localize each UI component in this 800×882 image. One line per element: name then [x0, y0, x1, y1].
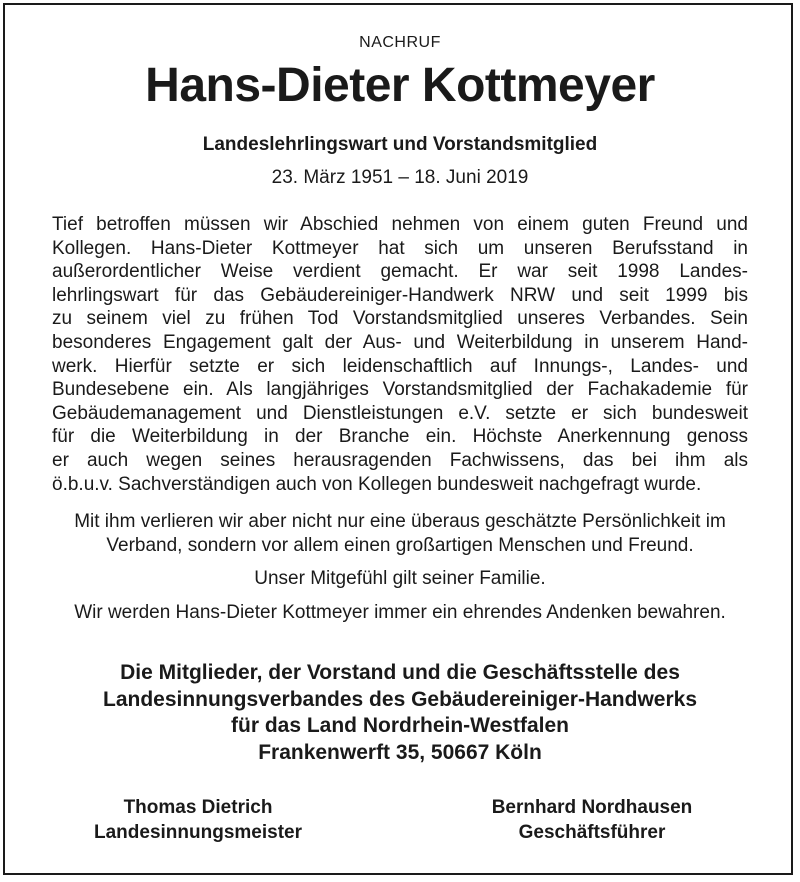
- body-line: Bundesebene ein. Als langjähriges Vorstandsmitglied der Fachakademie für: [52, 379, 748, 401]
- deceased-role: Landeslehrlingswart und Vorstandsmitglied: [202, 134, 598, 155]
- org-line-2: Landesinnungsverbandes des Gebäudereiniger-Handwerks: [103, 687, 697, 711]
- notice-label: NACHRUF: [359, 34, 441, 51]
- deceased-name: Hans-Dieter Kottmeyer: [145, 59, 655, 112]
- condolence-paragraph: Unser Mitgefühl gilt seiner Familie.: [254, 568, 546, 589]
- org-line-3: für das Land Nordrhein-Westfalen: [231, 714, 569, 737]
- body-line: Kollegen. Hans-Dieter Kottmeyer hat sich um unseren Berufsstand in: [52, 237, 748, 259]
- body-line: Tief betroffen müssen wir Abschied nehmen von einem guten Freund und: [52, 214, 748, 235]
- organization-block: [0, 660, 800, 766]
- remembrance-paragraph: Wir werden Hans-Dieter Kottmeyer immer ein ehrendes Andenken bewahren.: [74, 602, 726, 623]
- body-line: lehrlingswart für das Gebäudereiniger-Handwerk NRW und seit 1999 bis: [52, 284, 748, 306]
- signatory-name: Thomas Dietrich: [123, 797, 273, 818]
- body-line: für die Weiterbildung in der Branche ein. Höchste Anerkennung genoss: [52, 426, 748, 448]
- main-paragraph: [52, 213, 748, 496]
- loss-paragraph: [0, 510, 800, 557]
- signature-left: [48, 795, 348, 845]
- body-line: zu seinem viel zu frühen Tod Vorstandsmitglied unseres Verbandes. Sein: [52, 308, 748, 330]
- loss-line-1: Mit ihm verlieren wir aber nicht nur eine überaus geschätzte Persönlichkeit im: [74, 511, 726, 532]
- life-dates: 23. März 1951 – 18. Juni 2019: [271, 167, 529, 188]
- body-line: er auch wegen seines herausragenden Fachwissens, das bei ihm als: [52, 449, 748, 471]
- body-line: besonderes Engagement galt der Aus- und Weiterbildung in unserem Hand-: [52, 331, 748, 353]
- body-line: Gebäudemanagement und Dienstleistungen e.V. setzte er sich bundesweit: [52, 402, 748, 424]
- body-line: ö.b.u.v. Sachverständigen auch von Kollegen bundesweit nachgefragt wurde.: [52, 473, 702, 495]
- org-line-1: Die Mitglieder, der Vorstand und die Geschäftsstelle des: [120, 661, 680, 684]
- signatory-title: Geschäftsführer: [518, 822, 666, 843]
- org-address: Frankenwerft 35, 50667 Köln: [258, 740, 542, 764]
- signatory-title: Landesinnungsmeister: [94, 822, 302, 843]
- signature-right: [442, 795, 742, 845]
- body-line: werk. Hierfür setzte er sich leidenschaftlich auf Innungs-, Landes- und: [52, 355, 748, 377]
- body-line: außerordentlicher Weise verdient gemacht. Er war seit 1998 Landes-: [52, 261, 748, 283]
- loss-line-2: Verband, sondern vor allem einen großartigen Menschen und Freund.: [106, 534, 694, 556]
- signatory-name: Bernhard Nordhausen: [491, 797, 693, 818]
